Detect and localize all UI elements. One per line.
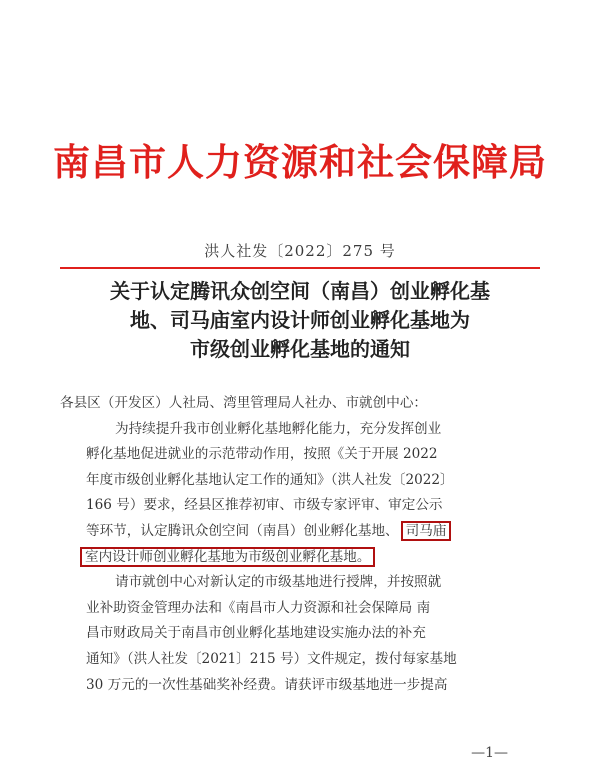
title-line: 市级创业孵化基地的通知 (190, 337, 410, 361)
red-divider (60, 267, 540, 269)
page-number: —1— (471, 745, 508, 761)
body-line: 年度市级创业孵化基地认定工作的通知》（洪人社发〔2022〕 (86, 471, 454, 488)
salutation: 各县区（开发区）人社局、湾里管理局人社办、市就创中心： (60, 395, 428, 411)
body-line (86, 545, 524, 571)
body-line: 166 号）要求，经县区推荐初审、市级专家评审、审定公示 (86, 497, 443, 514)
body-line: 通知》（洪人社发〔2021〕215 号）文件规定，拨付每家基地 (86, 650, 457, 667)
body-line (86, 519, 524, 545)
document-number: 洪人社发〔2022〕275 号 (204, 242, 396, 260)
body-line: 昌市财政局关于南昌市创业孵化基地建设实施办法的补充 (86, 625, 426, 642)
title-line: 地、司马庙室内设计师创业孵化基地为 (130, 308, 470, 332)
body-line: 业补助资金管理办法和《南昌市人力资源和社会保障局 南 (86, 599, 431, 616)
body-line: 为持续提升我市创业孵化基地孵化能力，充分发挥创业 (115, 420, 442, 437)
title-line: 关于认定腾讯众创空间（南昌）创业孵化基 (110, 279, 490, 303)
body-line: 30 万元的一次性基础奖补经费。请获评市级基地进一步提高 (86, 676, 448, 693)
agency-header: 南昌市人力资源和社会保障局 (53, 140, 547, 184)
body-text-span: 等环节，认定腾讯众创空间（南昌）创业孵化基地、 (86, 522, 399, 539)
document-body (60, 391, 524, 698)
document-title (60, 277, 540, 364)
highlight-box: 司马庙 (401, 521, 452, 541)
highlight-box: 室内设计师创业孵化基地为市级创业孵化基地。 (80, 547, 375, 567)
body-line: 请市就创中心对新认定的市级基地进行授牌，并按照就 (115, 574, 442, 591)
body-line: 孵化基地促进就业的示范带动作用，按照《关于开展 2022 (86, 446, 438, 463)
